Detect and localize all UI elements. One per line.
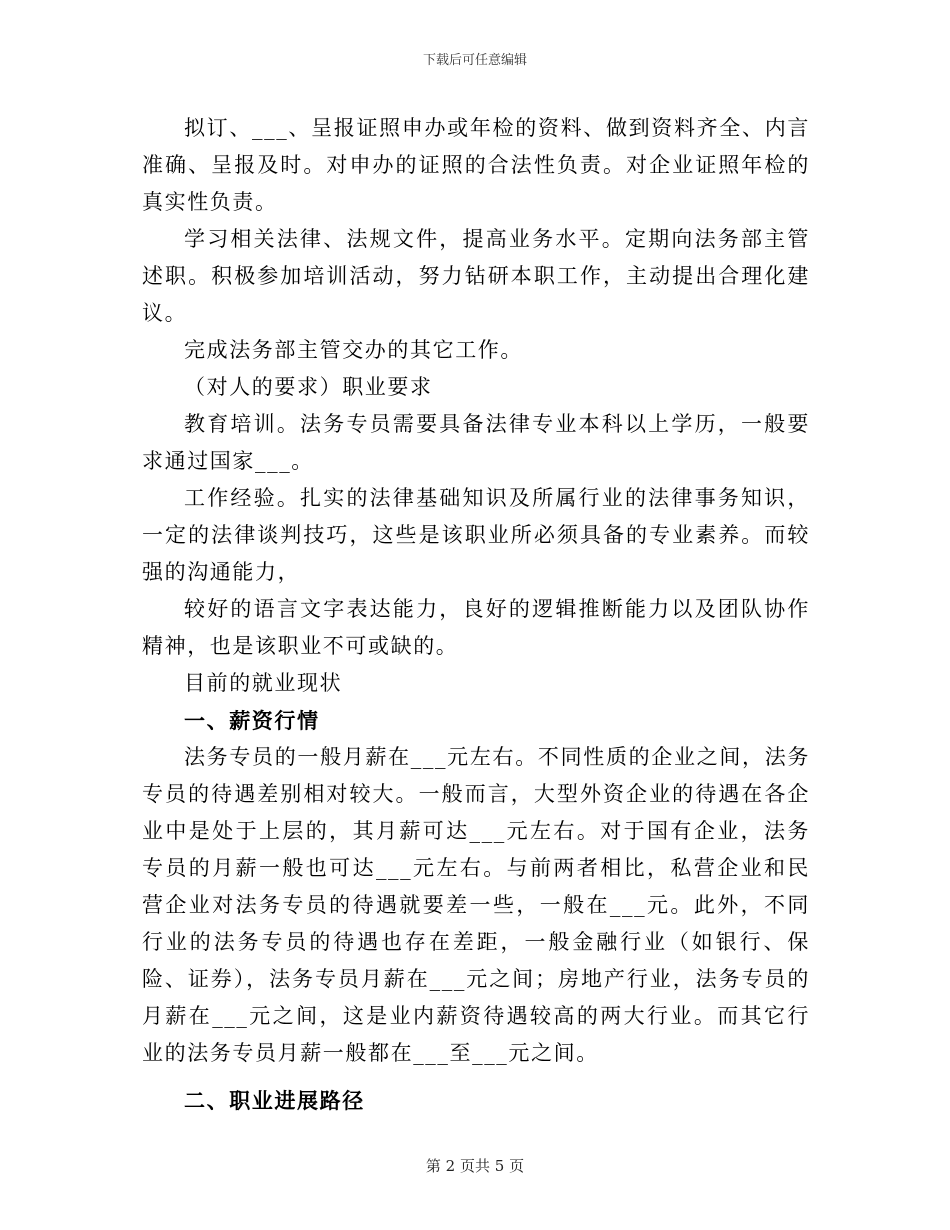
paragraph-salary: 法务专员的一般月薪在___元左右。不同性质的企业之间，法务专员的待遇差别相对较大。一般而言，大型外资企业的待遇在各企业中是处于上层的，其月薪可达___元左右。对于国有企业，法务专员的月薪一般也可达___元左右。与前两者相比，私营企业和民营企业对法务专员的待遇就要差一些，一般在___元。此外，不同行业的法务专员的待遇也存在差距，一般金融行业（如银行、保险、证券），法务专员月薪在___元之间；房地产行业，法务专员的月薪在___元之间，这是业内薪资待遇较高的两大行业。而其它行业的法务专员月薪一般都在___至___元之间。 <box>142 745 810 1065</box>
paragraph-other-work: 完成法务部主管交办的其它工作。 <box>184 338 523 362</box>
paragraph-study-laws: 学习相关法律、法规文件，提高业务水平。定期向法务部主管述职。积极参加培训活动，努力钻研本职工作，主动提出合理化建议。 <box>142 227 810 325</box>
paragraph-license-duties: 拟订、___、呈报证照申办或年检的资料、做到资料齐全、内言准确、呈报及时。对申办的证照的合法性负责。对企业证照年检的真实性负责。 <box>142 116 810 214</box>
document-body <box>142 110 810 1119</box>
heading-salary: 一、薪资行情 <box>184 708 320 733</box>
page-header: 下载后可任意编辑 <box>422 53 527 68</box>
paragraph-job-requirements: （对人的要求）职业要求 <box>184 375 433 399</box>
paragraph-experience: 工作经验。扎实的法律基础知识及所属行业的法律事务知识，一定的法律谈判技巧，这些是该职业所必须具备的专业素养。而较强的沟通能力， <box>142 486 810 584</box>
paragraph-employment-status: 目前的就业现状 <box>184 671 343 695</box>
paragraph-education: 教育培训。法务专员需要具备法律专业本科以上学历，一般要求通过国家___。 <box>142 412 810 473</box>
heading-career-path: 二、职业进展路径 <box>184 1088 365 1113</box>
paragraph-skills: 较好的语言文字表达能力，良好的逻辑推断能力以及团队协作精神，也是该职业不可或缺的。 <box>142 597 810 658</box>
page-footer: 第 2 页共 5 页 <box>425 1157 525 1175</box>
